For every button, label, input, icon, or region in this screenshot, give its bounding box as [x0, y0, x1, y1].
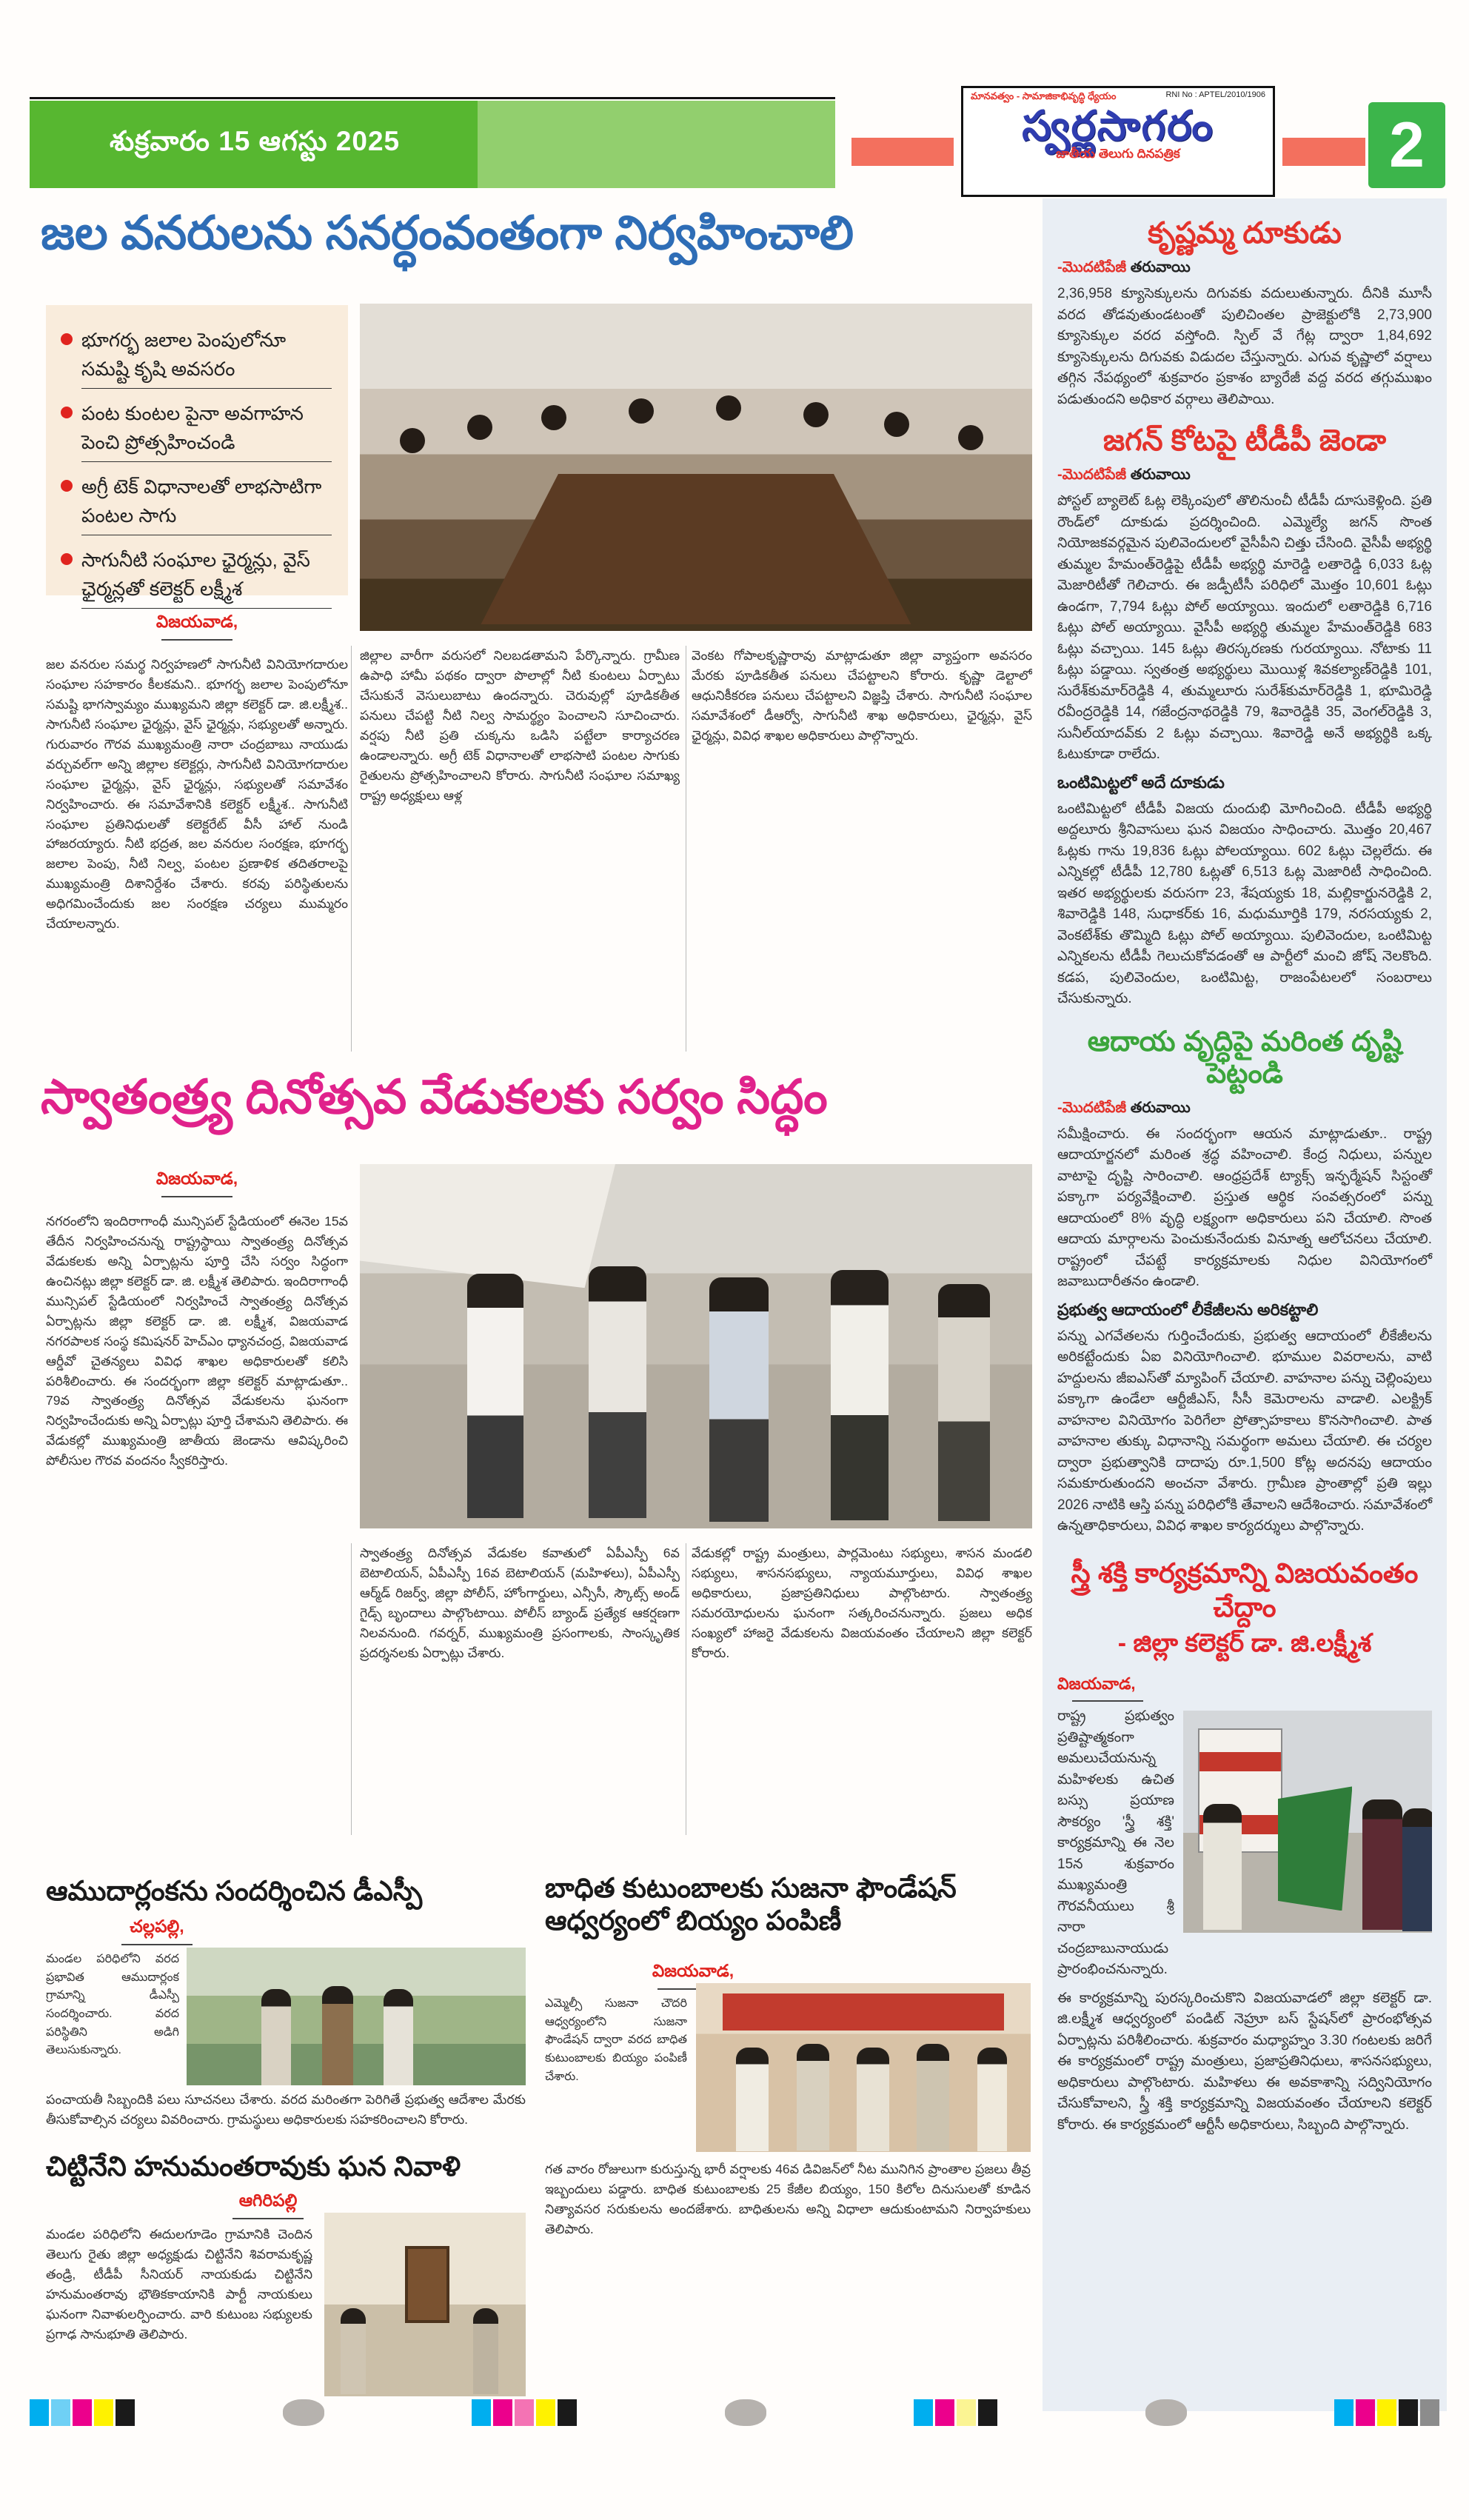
sidebar-body-krishnamma: 2,36,958 క్యూసెక్కులను దిగువకు వదులుతున్నారు. దీనికి మూసీ వరద తోడవుతుండటంతో పులిచింతల ప్రాజెక్టులోకి 2,73,900 క్యూసెక్కుల వరద వస్తోంది. స్పిల్ వే గేట్ల ద్వారా 1,84,692 క్యూసెక్కులను దిగువకు విడుదల చేస్తున్నారు. ఎగువ కృష్ణాలో వర్షాలు తగ్గిన నేపథ్యంలో శుక్రవారం ప్రకాశం బ్యారేజీ వద్ద వరద తగ్గుముఖం పడుతుందని అధికార వర్గాలు తెలిపాయి. — [1057, 286, 1432, 407]
sidebar-body-jagan-2: ఒంటిమిట్టలో టీడీపీ విజయ దుందుభి మోగించింది. టీడీపీ అభ్యర్థి అద్దలూరు శ్రీనివాసులు ఘన విజయం సాధించారు. మొత్తం 20,467 ఓట్లకు గాను 19,836 ఓట్లు పోలయ్యాయి. 602 ఓట్లు చెల్లలేదు. ఈ ఎన్నికల్లో టీడీపీ 12,780 ఓట్లతో 6,513 ఓట్ల మెజారిటీ సాధించింది. ఇతర అభ్యర్థులకు వరుసగా 23, శేషయ్యకు 18, మల్లికార్జునరెడ్డికి 2, శివారెడ్డికి 148, సుధాకర్‌కు 16, మధుమూర్తికి 179, నరసయ్యకు 2, వెంకటేశ్‌కు తొమ్మిది ఓట్లు పోల్ అయ్యాయి. పులివెందుల, ఒంటిమిట్ట ఎన్నికలను టీడీపీ గెలుచుకోవడంతో ఆ పార్టీలో మంచి జోష్ నెలకొంది. కడప, పులివెందుల, ఒంటిమిట్ట, రాజంపేటలలో సంబరాలు చేసుకున్నారు. — [1057, 801, 1432, 1006]
person-figure — [589, 1266, 646, 1518]
continued-prefix: -మొదటిపేజీ — [1057, 467, 1127, 483]
person-figure — [797, 2044, 829, 2150]
bullet-dot-icon — [61, 553, 73, 565]
print-calibration-bars — [30, 2398, 1439, 2427]
sujana-intro-column: ఎమ్మెల్సీ సుజనా చౌదరి ఆధ్వర్యంలోని సుజనా ఫౌండేషన్ ద్వారా వరద బాధిత కుటుంబాలకు బియ్యం పంపిణీ చేశారు. — [545, 1997, 687, 2083]
person-head — [716, 395, 741, 421]
article1-meeting-photo — [360, 304, 1032, 631]
sidebar-subhead-ontimitta: ఒంటిమిట్టలో అదే దూకుడు — [1057, 772, 1225, 792]
page-number: 2 — [1389, 109, 1425, 181]
swatch-magenta — [1356, 2399, 1375, 2426]
sidebar-column — [1043, 198, 1447, 2411]
swatch-light-cyan — [51, 2399, 70, 2426]
person-head — [467, 415, 492, 440]
person-figure — [384, 1989, 413, 2085]
person-figure — [261, 1989, 291, 2085]
tent-canopy — [360, 1164, 615, 1288]
sidebar-quote-attribution: - జిల్లా కలెక్టర్ డా. జి.లక్ష్మీశ — [1117, 1629, 1372, 1658]
person-figure — [467, 1274, 523, 1518]
masthead-right-bar — [1282, 138, 1365, 166]
sidebar-body-revenue-1: సమీక్షించారు. ఈ సందర్భంగా ఆయన మాట్లాడుతూ.. రాష్ట్ర ఆదాయార్జనలో మరింత శ్రద్ధ వహించాలి. కేంద్ర నిధులు, పన్నుల వాటాపై దృష్టి సారించాలి. ఆంధ్రప్రదేశ్ ట్యాక్స్ ఇన్ఫర్మేషన్ సిస్టంతో పక్కాగా పర్యవేక్షించాలి. ప్రస్తుత ఆర్థిక సంవత్సరంలో పన్ను ఆదాయంలో 8% వృద్ధి లక్ష్యంగా అధికారులు పని చేయాలి. సొంత ఆదాయ మార్గాలను పెంచుకునేందుకు వినూత్న ఆలోచనలు చేయాలి. రాష్ట్రంలో చేపట్టే కార్యక్రమాలకు నిధుల వినియోగంలో జవాబుదారీతనం ఉండాలి. — [1057, 1126, 1432, 1290]
person-figure — [322, 1986, 353, 2085]
swatch-cyan — [472, 2399, 491, 2426]
bullet-text: భూగర్భ జలాల పెంపులోనూ సమష్టి కృషి అవసరం — [81, 326, 332, 389]
sidebar-quote-headline: స్త్రీ శక్తి కార్యక్రమాన్ని విజయవంతం చేద్దాం — [1071, 1557, 1419, 1623]
swatch-yellow — [94, 2399, 113, 2426]
sidebar-dateline: విజయవాడ, — [1057, 1674, 1136, 1694]
person-head — [958, 425, 983, 450]
bus-stripe — [1199, 1752, 1281, 1771]
event-banner — [723, 1993, 1004, 2031]
dsp-intro-column: మండల పరిధిలోని వరద ప్రభావిత ఆముదార్లంక గ్రామాన్ని డీఎస్పీ సందర్శించారు. వరద పరిస్థితిని అడిగి తెలుసుకున్నారు. — [46, 1953, 179, 2057]
header-rule — [30, 97, 835, 99]
tribute-headline: చిట్టినేని హనుమంతరావుకు ఘన నివాళి — [46, 2151, 461, 2182]
cmyk-swatch-group — [30, 2399, 135, 2426]
swatch-cyan — [30, 2399, 49, 2426]
continued-prefix: -మొదటిపేజీ — [1057, 1099, 1127, 1116]
cmyk-swatch-group — [914, 2399, 997, 2426]
continued-suffix: తరువాయి — [1126, 1099, 1191, 1116]
continued-suffix: తరువాయి — [1126, 259, 1191, 275]
conference-table — [481, 474, 911, 624]
portrait-frame — [405, 2246, 449, 2323]
person-head — [629, 398, 654, 424]
tribute-dateline: ఆగిరిపల్లి — [238, 2190, 298, 2210]
date-text: శుక్రవారం 15 ఆగస్టు 2025 — [110, 125, 401, 156]
swatch-cyan — [1334, 2399, 1353, 2426]
person-head — [884, 412, 909, 437]
swatch-black — [978, 2399, 997, 2426]
article2-column-1: నగరంలోని ఇందిరాగాంధీ మున్సిపల్ స్టేడియంలో ఈనెల 15వ తేదీన నిర్వహించనున్న రాష్ట్రస్థాయి స్వాతంత్ర్య దినోత్సవ వేడుకలకు అన్ని ఏర్పాట్లను పూర్తి చేసి సర్వం సిద్ధంగా ఉంచినట్లు జిల్లా కలెక్టర్ డా. జి. లక్ష్మీశ తెలిపారు. ఇందిరాగాంధీ మున్సిపల్ స్టేడియంలో నిర్వహించే స్వాతంత్ర్య దినోత్సవ ఏర్పాట్లను జిల్లా కలెక్టర్ డా. జి. లక్ష్మీశ, విజయవాడ నగరపాలక సంస్థ కమిషనర్ హెచ్‌ఎం ధ్యానచంద్ర, విజయవాడ ఆర్డీవో చైతన్యలు వివిధ శాఖల అధికారులతో కలిసి పరిశీలించారు. ఈ సందర్భంగా జిల్లా కలెక్టర్ మాట్లాడుతూ.. 79వ స్వాతంత్ర్య దినోత్సవ వేడుకలను ఘనంగా నిర్వహించేందుకు అన్ని ఏర్పాట్లు పూర్తి చేశామని తెలిపారు. ఈ వేడుకల్లో ముఖ్యమంత్రి జాతీయ జెండాను ఆవిష్కరించి పోలీసుల గౌరవ వందనం స్వీకరిస్తారు. — [46, 1214, 348, 1468]
article1-headline: జల వనరులను సనర్ధంవంతంగా నిర్వహించాలి — [41, 207, 854, 259]
dateline-rule — [161, 639, 232, 641]
sujana-body: గత వారం రోజులుగా కురుస్తున్న భారీ వర్షాలకు 46వ డివిజన్‌లో నీట మునిగిన ప్రాంతాల ప్రజలు తీవ్ర ఇబ్బందులు పడ్డారు. బాధిత కుటుంబాలకు 25 కేజీల బియ్యం, 150 కిలోల దినుసులతో కూడిన నిత్యావసర సరుకులను అందజేశారు. బాధితులను అన్ని విధాలా ఆదుకుంటామని నిర్వాహకులు తెలిపారు. — [545, 2162, 1031, 2236]
person-figure — [1362, 1799, 1402, 1930]
dsp-body: పంచాయతీ సిబ్బందికి పలు సూచనలు చేశారు. వరద మరింతగా పెరిగితే ప్రభుత్వ ఆదేశాల మేరకు తీసుకోవాల్సిన చర్యలు వివరించారు. గ్రామస్థులు అధికారులకు సహకరించాలని కోరారు. — [46, 2092, 526, 2127]
dsp-dateline-wrap — [46, 1916, 268, 1945]
swatch-black — [116, 2399, 135, 2426]
person-figure — [857, 2048, 889, 2151]
sidebar-subhead-leakages: ప్రభుత్వ ఆదాయంలో లీకేజీలను అరికట్టాలి — [1057, 1300, 1319, 1319]
dateline-rule — [1072, 1700, 1143, 1702]
bullet-item — [61, 399, 332, 462]
person-figure — [917, 2044, 949, 2150]
article2-column-3: వేడుకల్లో రాష్ట్ర మంత్రులు, పార్లమెంటు సభ్యులు, శాసన మండలి సభ్యులు, శాసనసభ్యులు, న్యాయమూర్తులు, వివిధ శాఖల అధికారులు, ప్రజాప్రతినిధులు పాల్గొంటారు. స్వాతంత్ర్య సమరయోధులను ఘనంగా సత్కరించనున్నారు. ప్రజలు అధిక సంఖ్యలో హాజరై వేడుకలను విజయవంతం చేయాలని జిల్లా కలెక్టర్ కోరారు. — [692, 1545, 1032, 1660]
continued-from-page1 — [1057, 467, 1432, 487]
page-number-box — [1368, 102, 1445, 188]
swatch-black — [558, 2399, 577, 2426]
sidebar-streeshakti-intro: రాష్ట్ర ప్రభుత్వం ప్రతిష్టాత్మకంగా అమలుచేయనున్న మహిళలకు ఉచిత బస్సు ప్రయాణ సౌకర్యం 'స్త్రీ శక్తి' కార్యక్రమాన్ని ఈ నెల 15న శుక్రవారం ముఖ్యమంత్రి గౌరవనీయులు శ్రీ నారా చంద్రబాబునాయుడు ప్రారంభించనున్నారు. — [1057, 1708, 1174, 1978]
tribute-body: మండల పరిధిలోని ఈదులగూడెం గ్రామానికి చెందిన తెలుగు రైతు జిల్లా అధ్యక్షుడు చిట్టినేని శివరామకృష్ణ తండ్రి, టీడీపీ సీనియర్ నాయకుడు చిట్టినేని హనుమంతరావు భౌతికకాయానికి పార్టీ నాయకులు ఘనంగా నివాళులర్పించారు. వారి కుటుంబ సభ్యులకు ప్రగాఢ సానుభూతి తెలిపారు. — [46, 2227, 312, 2342]
bullet-item — [61, 472, 332, 535]
continued-suffix: తరువాయి — [1126, 467, 1191, 483]
dateline-rule — [161, 1196, 232, 1197]
article2-dateline-wrap — [46, 1169, 348, 1197]
sujana-dateline: విజయవాడ, — [652, 1961, 734, 1980]
person-figure — [1203, 1804, 1242, 1930]
cmyk-swatch-group — [472, 2399, 577, 2426]
masthead-title: స్వర్ణసాగరం — [1022, 102, 1214, 149]
person-figure — [977, 2048, 1007, 2151]
swatch-gray — [1420, 2399, 1439, 2426]
sidebar-headline-revenue: ఆదాయ వృద్ధిపై మరింత దృష్టి పెట్టండి — [1087, 1026, 1402, 1090]
bullet-dot-icon — [61, 407, 73, 418]
person-figure — [709, 1277, 769, 1522]
bullet-text: సాగునీటి సంఘాల ఛైర్మన్లు, వైస్ ఛైర్మన్లతో కలెక్టర్ లక్ష్మీశ — [81, 546, 332, 609]
article1-dateline: విజయవాడ, — [155, 612, 238, 631]
bullet-item — [61, 326, 332, 389]
bullet-dot-icon — [61, 480, 73, 492]
swatch-yellow — [536, 2399, 555, 2426]
person-head — [803, 402, 829, 427]
bullet-text: అగ్రీ టెక్ విధానాలతో లాభసాటిగా పంటల సాగు — [81, 472, 332, 535]
person-figure — [938, 1284, 990, 1521]
person-head — [541, 405, 566, 430]
gray-registration-blob — [725, 2399, 766, 2426]
column-divider — [351, 1543, 352, 1835]
dsp-dateline: చల్లపల్లి, — [130, 1916, 184, 1936]
bullet-item — [61, 546, 332, 609]
bullet-dot-icon — [61, 333, 73, 345]
masthead-slogan: మానవత్వం - సామాజికాభివృద్ధి ధ్యేయం — [971, 90, 1117, 101]
cmyk-swatch-group — [1334, 2399, 1439, 2426]
swatch-pale-yellow — [957, 2399, 976, 2426]
sujana-headline: బాధిత కుటుంబాలకు సుజనా ఫౌండేషన్ ఆధ్వర్యంలో బియ్యం పంపిణీ — [545, 1873, 957, 1936]
masthead-left-bar — [851, 138, 954, 166]
article2-inspection-photo — [360, 1164, 1032, 1528]
article2-dateline: విజయవాడ, — [155, 1169, 238, 1188]
swatch-pink — [515, 2399, 534, 2426]
person-figure — [473, 2308, 498, 2394]
sidebar-headline-krishnamma: కృష్ణమ్మ దూకుడు — [1148, 217, 1342, 250]
article1-bullet-box — [46, 305, 348, 600]
green-flag — [1278, 1786, 1353, 1911]
swatch-black — [1399, 2399, 1418, 2426]
bullet-text: పంట కుంటల పైనా అవగాహన పెంచి ప్రోత్సహించండి — [81, 399, 332, 462]
article1-column-3: వెంకట గోపాలకృష్ణారావు మాట్లాడుతూ జిల్లా వ్యాప్తంగా అవసరం మేరకు పూడికతీత పనులు చేపట్టాలని కోరారు. కృష్ణా డెల్టాలో ఆధునికీకరణ పనులు చేపట్టాలని విజ్ఞప్తి చేశారు. సాగునీటి సంఘాల సమావేశంలో డీఆర్వో, సాగునీటి శాఖ అధికారులు, ఛైర్మన్లు, వైస్ ఛైర్మన్లు, వివిధ శాఖల అధికారులు పాల్గొన్నారు. — [692, 648, 1032, 743]
masthead-rni: RNI No : APTEL/2010/1906 — [1165, 90, 1265, 99]
dsp-story-headline: ఆముదార్లంకను సందర్శించిన డీఎస్పీ — [46, 1876, 423, 1906]
article1-column-2: జిల్లాల వారీగా వరుసలో నిలబడతామని పేర్కొన్నారు. గ్రామీణ ఉపాధి హామీ పథకం ద్వారా పొలాల్లో నీటి కుంటలు ఏర్పాటు చేసుకునే వెసులుబాటు ఉందన్నారు. చెరువుల్లో పూడికతీత పనులు చేపట్టి నీటి నిల్వ సామర్థ్యం పెంచాలని సూచించారు. వర్షపు నీటి ప్రతి చుక్కను ఒడిసి పట్టేలా కార్యాచరణ ఉండాలన్నారు. అగ్రీ టెక్ విధానాలతో లాభసాటి పంటల సాగుకు రైతులను ప్రోత్సహించాలని కోరారు. సాగునీటి సంఘాల సమాఖ్య రాష్ట్ర అధ్యక్షులు ఆళ్ల — [360, 648, 680, 803]
person-figure — [736, 2048, 769, 2151]
article2-headline: స్వాతంత్ర్య దినోత్సవ వేడుకలకు సర్వం సిద్ధం — [41, 1070, 828, 1123]
swatch-yellow — [1377, 2399, 1396, 2426]
gray-registration-blob — [283, 2399, 324, 2426]
article1-column-1: జల వనరుల సమర్థ నిర్వహణలో సాగునీటి వినియోగదారుల సంఘాల సహకారం కీలకమని.. భూగర్భ జలాల పెంపులోనూ సమష్టి భాగస్వామ్యం ముఖ్యమని జిల్లా కలెక్టర్ డా. జి.లక్ష్మీశ.. సాగునీటి సంఘాల ఛైర్మన్లు, వైస్ ఛైర్మన్లు, సభ్యులతో అన్నారు. గురువారం గౌరవ ముఖ్యమంత్రి నారా చంద్రబాబు నాయుడు వర్చువల్‌గా అన్ని జిల్లాల కలెక్టర్లు, సాగునీటి వినియోగదారుల సంఘాల ఛైర్మన్లు, వైస్ ఛైర్మన్లు, సభ్యులతో సమావేశం నిర్వహించారు. ఈ సమావేశానికి కలెక్టర్ లక్ష్మీశ.. సాగునీటి సంఘాల ప్రతినిధులతో కలెక్టరేట్ వీసీ హాల్ నుండి హాజరయ్యారు. నీటి భద్రత, జల వనరుల సంరక్షణ, భూగర్భ జలాల పెంపు, నీటి నిల్వ, పంటల ప్రణాళిక తదితరాలపై ముఖ్యమంత్రి దిశానిర్దేశం చేశారు. కరవు పరిస్థితులను అధిగమించేందుకు జల సంరక్షణ చర్యలు ముమ్మరం చేయాలన్నారు. — [46, 657, 348, 932]
masthead-tagline: జాతీయ తెలుగు దినపత్రిక — [1056, 146, 1180, 161]
person-head — [400, 428, 425, 453]
sidebar-body-revenue-2: పన్ను ఎగవేతలను గుర్తించేందుకు, ప్రభుత్వ ఆదాయంలో లీకేజీలను అరికట్టేందుకు ఏఐ వినియోగించాలి. భూముల వివరాలను, వాటి హద్దులను జీఐఎస్‌తో మ్యాపింగ్ చేయాలి. వాహనాల పన్ను చెల్లింపులు పక్కాగా ఉండేలా ఆర్టీజీఎస్, సీసీ కెమెరాలను వాడాలి. ఎలక్ట్రిక్ వాహనాల వినియోగం పెరిగేలా ప్రోత్సాహకాలు కొనసాగించాలి. పాత వాహనాల తుక్కు విధానాన్ని సమర్థంగా అమలు చేయాలి. ఈ చర్యల ద్వారా ప్రభుత్వానికి దాదాపు రూ.1,500 కోట్ల అదనపు ఆదాయం సమకూరుతుందని అంచనా వేశారు. గ్రామీణ ప్రాంతాల్లో ప్రతి ఇల్లు 2026 నాటికి ఆస్తి పన్ను పరిధిలోకి తేవాలని ఆదేశించారు. సమావేశంలో ఉన్నతాధికారులు, వివిధ శాఖల కార్యదర్శులు పాల్గొన్నారు. — [1057, 1328, 1432, 1534]
continued-prefix: -మొదటిపేజీ — [1057, 259, 1127, 275]
article1-dateline-wrap — [46, 612, 348, 641]
sujana-photo — [696, 1983, 1031, 2152]
sidebar-streeshakti-block — [1057, 1706, 1432, 2143]
continued-from-page1 — [1057, 259, 1432, 279]
person-figure — [341, 2308, 366, 2394]
sidebar-streeshakti-body: ఈ కార్యక్రమాన్ని పురస్కరించుకొని విజయవాడలో జిల్లా కలెక్టర్ డా. జి.లక్ష్మీశ ఆధ్వర్యంలో పండిట్ నెహ్రూ బస్ స్టేషన్‌లో ప్రారంభోత్సవ ఏర్పాట్లను పరిశీలించారు. శుక్రవారం మధ్యాహ్నం 3.30 గంటలకు జరిగే ఈ కార్యక్రమంలో రాష్ట్ర మంత్రులు, ప్రజాప్రతినిధులు, శాసనసభ్యులు, అధికారులు పాల్గొంటారు. మహిళలు ఈ అవకాశాన్ని సద్వినియోగం చేసుకోవాలని, స్త్రీ శక్తి కార్యక్రమాన్ని విజయవంతం చేయాలని కలెక్టర్ కోరారు. ఈ కార్యక్రమంలో ఆర్టీసీ అధికారులు, సిబ్బంది పాల్గొన్నారు. — [1057, 1990, 1432, 2133]
swatch-magenta — [493, 2399, 512, 2426]
swatch-cyan — [914, 2399, 933, 2426]
dateline-rule — [121, 1944, 193, 1945]
swatch-magenta — [73, 2399, 92, 2426]
continued-from-page1 — [1057, 1100, 1432, 1120]
person-figure — [831, 1270, 889, 1520]
dateline-rule — [232, 2218, 304, 2219]
date-bar — [30, 101, 835, 188]
dsp-photo — [187, 1948, 526, 2085]
person-figure — [1402, 1808, 1432, 1931]
article2-column-2: స్వాతంత్ర్య దినోత్సవ వేడుకల కవాతులో ఏపీఎస్పీ 6వ బెటాలియన్, ఏపీఎస్పీ 16వ బెటాలియన్ (మహిళలు), ఏపీఎస్పీ ఆర్మ్‌డ్ రిజర్వ్, జిల్లా పోలీస్, హోంగార్డులు, ఎన్సీసీ, స్కౌట్స్ అండ్ గైడ్స్ బృందాలు పాల్గొంటాయి. పోలీస్ బ్యాండ్ ప్రత్యేక ఆకర్షణగా నిలవనుంది. గవర్నర్, ముఖ్యమంత్రి ప్రసంగాలకు, సాంస్కృతిక ప్రదర్శనలకు ఏర్పాట్లు చేశారు. — [360, 1545, 680, 1660]
sidebar-body-jagan-1: పోస్టల్ బ్యాలెట్ ఓట్ల లెక్కింపులో తొలినుంచీ టీడీపీ దూసుకెళ్లింది. ప్రతి రౌండ్‌లో దూకుడు ప్రదర్శించింది. ఎమ్మెల్యే జగన్ సొంత నియోజకవర్గమైన పులివెందులలో వైసీపీని చిత్తు చేసింది. వైసీపీ అభ్యర్థి తుమ్మల హేమంత్‌రెడ్డిపై టీడీపీ అభ్యర్థి మారెడ్డి లతారెడ్డి 6,033 ఓట్ల మెజారిటీతో గెలిచారు. ఈ జడ్పీటీసీ పరిధిలో మొత్తం 10,601 ఓట్లు ఉండగా, 7,794 ఓట్లు పోల్ అయ్యాయి. ఇందులో లతారెడ్డికి 6,716 ఓట్లు పోల్ అయ్యాయి. వైసీపీ అభ్యర్థి తుమ్మల హేమంత్‌రెడ్డికి 683 ఓట్లు వచ్చాయి. 145 ఓట్లు తిరస్కరణకు గురయ్యాయి. నోటాకు 11 ఓట్లు పడ్డాయి. స్వతంత్ర అభ్యర్థులు మొయిళ్ల శివకల్యాణ్‌రెడ్డికి 101, సురేశ్‌కుమార్‌రెడ్డికి 4, తుమ్మలూరు సురేశ్‌కుమార్‌రెడ్డికి 1, భూమిరెడ్డి రవీంద్రరెడ్డికి 14, గజేంద్రనాథరెడ్డికి 79, శివారెడ్డికి 35, వెంగల్‌రెడ్డికి 3, సునీల్‌యాదవ్‌కు 2 ఓట్లు వచ్చాయి. శివారెడ్డి అనే అభ్యర్థికి ఒక్క ఓటుకూడా రాలేదు. — [1057, 493, 1432, 762]
swatch-magenta — [935, 2399, 954, 2426]
flag-off-photo — [1183, 1711, 1432, 1933]
masthead-logo — [961, 86, 1275, 197]
gray-registration-blob — [1145, 2399, 1187, 2426]
tribute-photo — [324, 2213, 526, 2396]
sidebar-headline-jagan: జగన్ కోటపై టీడీపీ జెండా — [1102, 424, 1387, 457]
column-divider — [351, 646, 352, 1052]
